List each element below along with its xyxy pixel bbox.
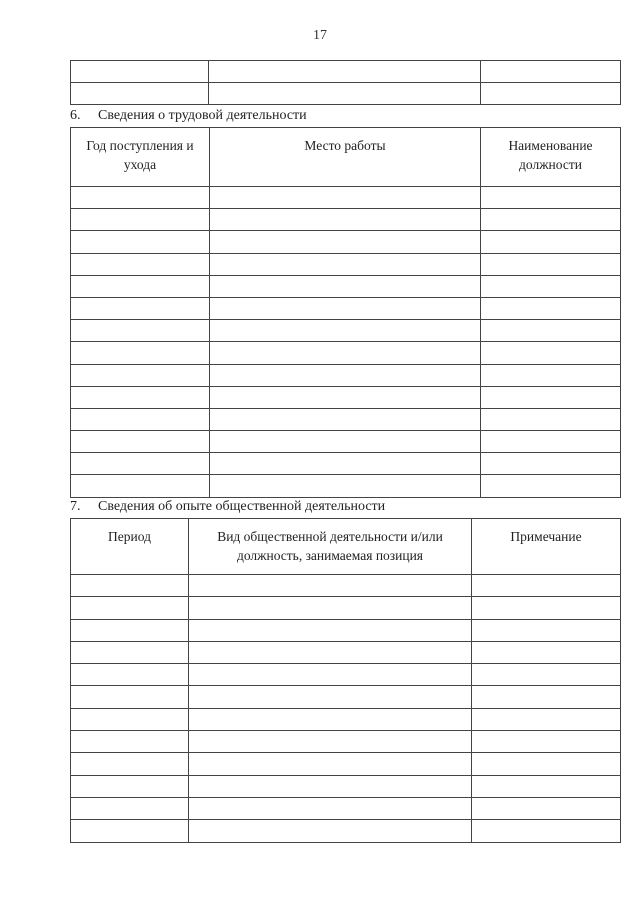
table-row (71, 686, 621, 708)
header-years: Год поступления и ухода (71, 128, 210, 187)
table-cell[interactable] (71, 731, 189, 753)
table-cell[interactable] (210, 320, 481, 342)
table-cell[interactable] (481, 364, 621, 386)
header-workplace: Место работы (210, 128, 481, 187)
table-cell[interactable] (71, 775, 189, 797)
table-cell[interactable] (71, 187, 210, 209)
table-cell[interactable] (189, 820, 472, 842)
header-period: Период (71, 519, 189, 575)
table-cell[interactable] (472, 753, 621, 775)
table-row (71, 209, 621, 231)
work-history-table (70, 127, 621, 498)
social-activity-table (70, 518, 621, 843)
table-cell[interactable] (481, 61, 621, 83)
table-cell[interactable] (210, 231, 481, 253)
table-cell[interactable] (210, 342, 481, 364)
table-row (71, 231, 621, 253)
table-cell[interactable] (71, 575, 189, 597)
table-cell[interactable] (71, 297, 210, 319)
section-7-title (70, 499, 385, 515)
table-cell[interactable] (210, 408, 481, 430)
table-row (71, 342, 621, 364)
table-cell[interactable] (481, 253, 621, 275)
table-cell[interactable] (71, 475, 210, 497)
table-row (71, 597, 621, 619)
table-cell[interactable] (209, 61, 481, 83)
table-cell[interactable] (472, 686, 621, 708)
table-cell[interactable] (189, 753, 472, 775)
table-cell[interactable] (472, 775, 621, 797)
table-cell[interactable] (71, 597, 189, 619)
table-cell[interactable] (481, 408, 621, 430)
table-cell[interactable] (209, 83, 481, 105)
table-cell[interactable] (71, 641, 189, 663)
table-cell[interactable] (210, 364, 481, 386)
section-7-title-text: Сведения об опыте общественной деятельности (98, 499, 386, 514)
table-cell[interactable] (71, 408, 210, 430)
table-cell[interactable] (71, 253, 210, 275)
table-row (71, 275, 621, 297)
table-cell[interactable] (189, 664, 472, 686)
table-row (71, 431, 621, 453)
table-row (71, 364, 621, 386)
table-cell[interactable] (71, 364, 210, 386)
table-cell[interactable] (481, 231, 621, 253)
table-cell[interactable] (210, 209, 481, 231)
table-cell[interactable] (210, 253, 481, 275)
table-row (71, 619, 621, 641)
table-cell[interactable] (189, 797, 472, 819)
table-cell[interactable] (189, 597, 472, 619)
section-6-title-text: Сведения о трудовой деятельности (98, 108, 307, 123)
header-row (71, 128, 621, 187)
table-row (71, 297, 621, 319)
table-row (71, 775, 621, 797)
table-cell[interactable] (472, 820, 621, 842)
table-cell[interactable] (189, 641, 472, 663)
table-cell[interactable] (71, 320, 210, 342)
section-7-number: 7. (70, 499, 81, 514)
table-cell[interactable] (71, 820, 189, 842)
table-cell[interactable] (481, 386, 621, 408)
table-cell[interactable] (189, 731, 472, 753)
table-cell[interactable] (210, 275, 481, 297)
header-row (71, 519, 621, 575)
table-cell[interactable] (189, 775, 472, 797)
table-row (71, 453, 621, 475)
table-cell[interactable] (71, 431, 210, 453)
table-row (71, 253, 621, 275)
table-cell[interactable] (71, 686, 189, 708)
table-cell[interactable] (189, 708, 472, 730)
table-cell[interactable] (472, 575, 621, 597)
table-cell[interactable] (481, 83, 621, 105)
page-number: 17 (313, 28, 327, 43)
table-row (71, 575, 621, 597)
table-row (71, 731, 621, 753)
table-cell[interactable] (210, 297, 481, 319)
continuation-table (70, 60, 621, 105)
table-cell[interactable] (210, 475, 481, 497)
table-row (71, 641, 621, 663)
table-cell[interactable] (71, 619, 189, 641)
table-row (71, 797, 621, 819)
table-cell[interactable] (71, 61, 209, 83)
header-activity: Вид общественной деятельности и/или должность, занимаемая позиция (189, 519, 472, 575)
table-cell[interactable] (472, 664, 621, 686)
header-position: Наименование должности (481, 128, 621, 187)
table-cell[interactable] (71, 231, 210, 253)
table-row (71, 820, 621, 842)
table-cell[interactable] (210, 453, 481, 475)
header-note: Примечание (472, 519, 621, 575)
table-cell[interactable] (472, 597, 621, 619)
table-cell[interactable] (481, 475, 621, 497)
table-cell[interactable] (472, 708, 621, 730)
table-cell[interactable] (71, 342, 210, 364)
table-cell[interactable] (481, 431, 621, 453)
table-cell[interactable] (481, 342, 621, 364)
table-row (71, 664, 621, 686)
table-cell[interactable] (481, 320, 621, 342)
table-cell[interactable] (472, 619, 621, 641)
table-cell[interactable] (481, 453, 621, 475)
table-cell[interactable] (481, 275, 621, 297)
table-cell[interactable] (71, 275, 210, 297)
table-cell[interactable] (71, 797, 189, 819)
table-cell[interactable] (71, 453, 210, 475)
table-cell[interactable] (71, 708, 189, 730)
table-cell[interactable] (189, 686, 472, 708)
table-cell[interactable] (210, 386, 481, 408)
table-cell[interactable] (189, 575, 472, 597)
table-row (71, 708, 621, 730)
table-cell[interactable] (71, 209, 210, 231)
table-row (71, 61, 621, 83)
table-cell[interactable] (472, 731, 621, 753)
table-cell[interactable] (210, 431, 481, 453)
table-row (71, 386, 621, 408)
table-cell[interactable] (472, 641, 621, 663)
section-6-number: 6. (70, 108, 81, 123)
table-row (71, 187, 621, 209)
table-cell[interactable] (481, 297, 621, 319)
table-cell[interactable] (472, 797, 621, 819)
table-cell[interactable] (189, 619, 472, 641)
table-cell[interactable] (71, 753, 189, 775)
table-cell[interactable] (71, 664, 189, 686)
table-row (71, 320, 621, 342)
table-row (71, 475, 621, 497)
table-cell[interactable] (481, 209, 621, 231)
table-row (71, 408, 621, 430)
table-cell[interactable] (210, 187, 481, 209)
table-cell[interactable] (71, 83, 209, 105)
table-row (71, 753, 621, 775)
section-6-title (70, 108, 307, 124)
table-row (71, 83, 621, 105)
table-cell[interactable] (71, 386, 210, 408)
table-cell[interactable] (481, 187, 621, 209)
